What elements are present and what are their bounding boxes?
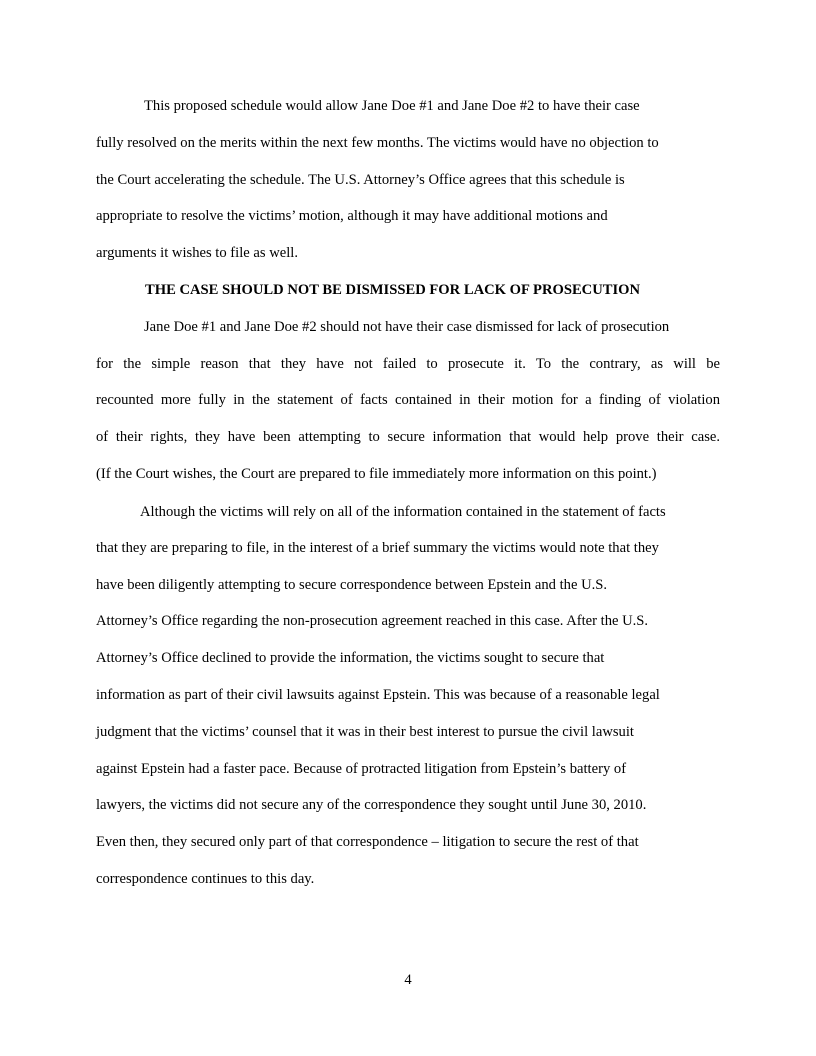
paragraph-line: the Court accelerating the schedule. The U.S. Attorney’s Office agrees that this schedule is bbox=[96, 172, 625, 188]
paragraph-line: Jane Doe #1 and Jane Doe #2 should not have their case dismissed for lack of prosecution bbox=[144, 319, 670, 335]
section-heading: THE CASE SHOULD NOT BE DISMISSED FOR LACK OF PROSECUTION bbox=[145, 282, 641, 298]
paragraph-line: appropriate to resolve the victims’ motion, although it may have additional motions and bbox=[96, 208, 608, 224]
paragraph-line: judgment that the victims’ counsel that it was in their best interest to pursue the civil lawsuit bbox=[96, 724, 634, 740]
paragraph-line: Attorney’s Office declined to provide the information, the victims sought to secure that bbox=[96, 650, 605, 666]
paragraph-line: have been diligently attempting to secure correspondence between Epstein and the U.S. bbox=[96, 577, 608, 593]
paragraph-line: This proposed schedule would allow Jane Doe #1 and Jane Doe #2 to have their case bbox=[144, 98, 640, 114]
paragraph-line: lawyers, the victims did not secure any of the correspondence they sought until June 30, 2010. bbox=[96, 797, 647, 813]
paragraph-line: of their rights, they have been attempting to secure information that would help prove their case. bbox=[96, 429, 720, 445]
paragraph-line: recounted more fully in the statement of facts contained in their motion for a finding of violation bbox=[96, 392, 720, 408]
paragraph-line: Even then, they secured only part of that correspondence – litigation to secure the rest of that bbox=[96, 834, 639, 850]
paragraph-line: correspondence continues to this day. bbox=[96, 871, 315, 887]
paragraph-line: (If the Court wishes, the Court are prepared to file immediately more information on this point.) bbox=[96, 466, 657, 482]
paragraph-line: information as part of their civil lawsuits against Epstein. This was because of a reasonable legal bbox=[96, 687, 660, 703]
paragraph-line: that they are preparing to file, in the interest of a brief summary the victims would note that they bbox=[96, 540, 659, 556]
paragraph-line: arguments it wishes to file as well. bbox=[96, 245, 298, 261]
paragraph-line: Attorney’s Office regarding the non-prosecution agreement reached in this case. After the U.S. bbox=[96, 613, 649, 629]
paragraph-line: against Epstein had a faster pace. Because of protracted litigation from Epstein’s battery of bbox=[96, 761, 627, 777]
paragraph-line: Although the victims will rely on all of the information contained in the statement of facts bbox=[140, 504, 666, 520]
paragraph-line: for the simple reason that they have not failed to prosecute it. To the contrary, as will be bbox=[96, 356, 720, 372]
page-number: 4 bbox=[404, 972, 412, 988]
paragraph-line: fully resolved on the merits within the next few months. The victims would have no objection to bbox=[96, 135, 659, 151]
